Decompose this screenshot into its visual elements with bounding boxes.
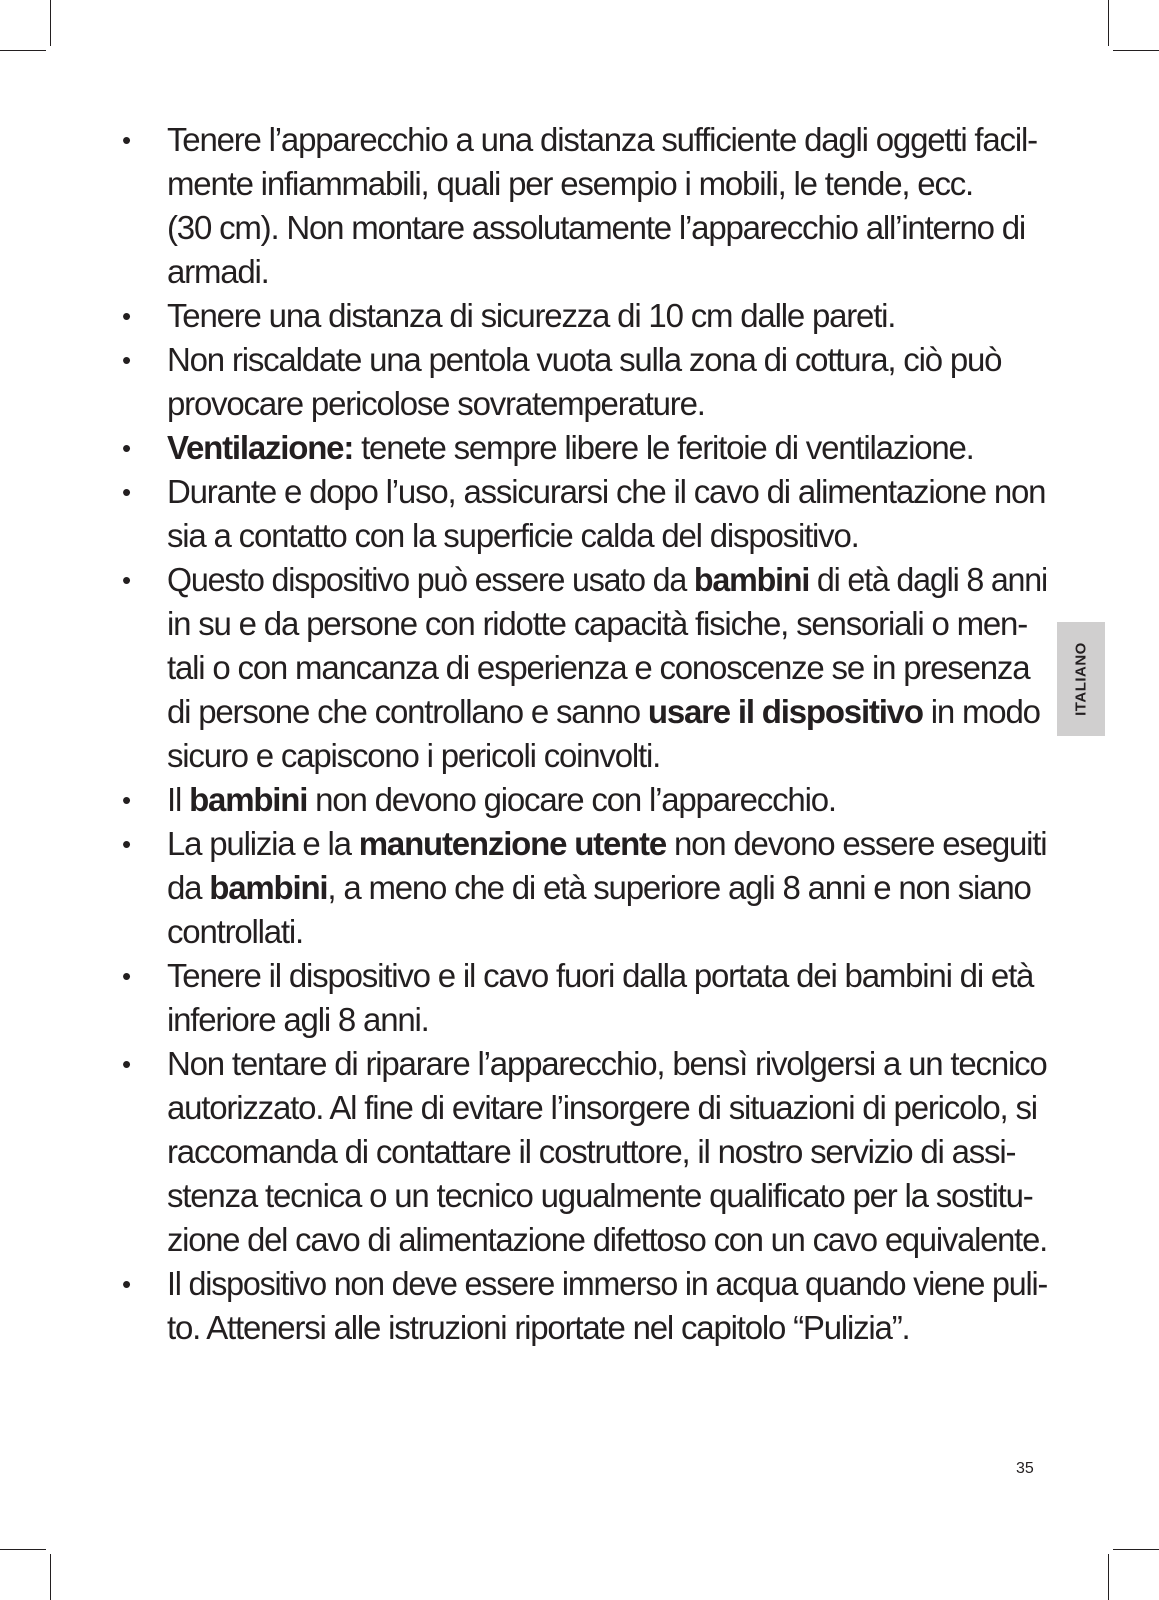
text-line	[167, 558, 1047, 602]
text-segment: (30 cm). Non montare assolutamente l’apparecchio all’interno di	[167, 209, 1026, 246]
text-segment: Non riscaldate una pentola vuota sulla zona di cottura, ciò può	[167, 341, 1002, 378]
language-tab	[1057, 622, 1105, 736]
text-segment: in su e da persone con ridotte capacità fisiche, sensoriali o men-	[167, 605, 1027, 642]
text-segment: Durante e dopo l’uso, assicurarsi che il cavo di alimentazione non	[167, 473, 1046, 510]
list-item	[120, 1042, 1047, 1262]
text-line	[167, 690, 1040, 734]
text-line	[167, 1218, 1047, 1262]
crop-mark	[1108, 1554, 1109, 1600]
text-line	[167, 1042, 1047, 1086]
text-line	[167, 294, 895, 338]
crop-mark	[1113, 50, 1159, 51]
text-segment: in modo	[922, 693, 1040, 730]
text-line	[167, 206, 1025, 250]
text-segment: tali o con mancanza di esperienza e conoscenze se in presenza	[167, 649, 1030, 686]
crop-mark	[50, 1554, 51, 1600]
list-item	[120, 954, 1040, 1042]
crop-mark	[0, 1549, 46, 1550]
list-item	[120, 558, 1047, 778]
text-line	[167, 1306, 909, 1350]
text-line	[167, 734, 660, 778]
text-line	[167, 118, 1037, 162]
text-line	[167, 338, 1001, 382]
bold-text: usare il dispositivo	[647, 693, 923, 730]
crop-mark	[1113, 1549, 1159, 1550]
text-line	[167, 910, 303, 954]
text-segment: di età dagli 8 anni	[809, 561, 1047, 598]
text-line	[167, 866, 1031, 910]
text-line	[167, 1130, 1015, 1174]
text-segment: Il	[167, 781, 190, 818]
text-line	[167, 514, 859, 558]
text-line	[167, 998, 429, 1042]
language-tab-label: ITALIANO	[1072, 642, 1090, 716]
list-item	[120, 426, 1040, 470]
list-item	[120, 778, 1040, 822]
text-segment: Tenere il dispositivo e il cavo fuori dalla portata dei bambini di età	[167, 957, 1034, 994]
bold-text: bambini	[209, 869, 328, 906]
text-segment: Il dispositivo non deve essere immerso in acqua quando viene puli-	[167, 1265, 1047, 1302]
text-line	[167, 954, 1033, 998]
list-item	[120, 338, 1040, 426]
text-segment: inferiore agli 8 anni.	[167, 1001, 429, 1038]
text-segment: mente infiammabili, quali per esempio i mobili, le tende, ecc.	[167, 165, 974, 202]
text-line	[167, 822, 1046, 866]
text-segment: zione del cavo di alimentazione difettoso con un cavo equivalente.	[167, 1221, 1047, 1258]
text-segment: controllati.	[167, 913, 304, 950]
list-item	[120, 822, 1047, 954]
crop-mark	[50, 0, 51, 46]
text-line	[167, 162, 973, 206]
text-segment: Tenere l’apparecchio a una distanza sufficiente dagli oggetti facil-	[167, 121, 1037, 158]
text-line	[167, 1262, 1047, 1306]
text-segment: non devono giocare con l’apparecchio.	[307, 781, 836, 818]
bold-text: Ventilazione:	[167, 429, 354, 466]
crop-mark	[0, 50, 46, 51]
list-item	[120, 118, 1040, 294]
text-line	[167, 426, 974, 470]
page-number: 35	[1016, 1460, 1034, 1477]
list-item	[120, 1262, 1047, 1350]
text-segment: stenza tecnica o un tecnico ugualmente qualificato per la sostitu-	[167, 1177, 1033, 1214]
text-segment: sia a contatto con la superficie calda del dispositivo.	[167, 517, 859, 554]
text-segment: La pulizia e la	[167, 825, 359, 862]
crop-mark	[1108, 0, 1109, 46]
list-item	[120, 470, 1046, 558]
text-segment: sicuro e capiscono i pericoli coinvolti.	[167, 737, 661, 774]
text-line	[167, 646, 1029, 690]
text-segment: Non tentare di riparare l’apparecchio, bensì rivolgersi a un tecnico	[167, 1045, 1047, 1082]
text-line	[167, 602, 1027, 646]
list-item	[120, 294, 1040, 338]
bold-text: manutenzione utente	[358, 825, 666, 862]
text-line	[167, 778, 836, 822]
bullet-list	[120, 118, 1047, 1350]
text-segment: di persone che controllano e sanno	[167, 693, 648, 730]
text-segment: tenete sempre libere le feritoie di ventilazione.	[353, 429, 974, 466]
text-line	[167, 250, 269, 294]
text-segment: to. Attenersi alle istruzioni riportate nel capitolo “Pulizia”.	[167, 1309, 910, 1346]
text-segment: da	[167, 869, 210, 906]
text-segment: , a meno che di età superiore agli 8 anni e non siano	[327, 869, 1031, 906]
text-line	[167, 1086, 1037, 1130]
text-line	[167, 382, 705, 426]
text-segment: Tenere una distanza di sicurezza di 10 cm dalle pareti.	[167, 297, 896, 334]
text-segment: armadi.	[167, 253, 269, 290]
text-segment: non devono essere eseguiti	[666, 825, 1047, 862]
text-line	[167, 1174, 1033, 1218]
text-segment: Questo dispositivo può essere usato da	[167, 561, 694, 598]
text-line	[167, 470, 1045, 514]
bold-text: bambini	[693, 561, 810, 598]
text-segment: raccomanda di contattare il costruttore, il nostro servizio di assi-	[167, 1133, 1016, 1170]
safety-instructions	[120, 118, 1047, 1350]
text-segment: provocare pericolose sovratemperature.	[167, 385, 705, 422]
text-segment: autorizzato. Al fine di evitare l’insorgere di situazioni di pericolo, si	[167, 1089, 1037, 1126]
bold-text: bambini	[189, 781, 308, 818]
